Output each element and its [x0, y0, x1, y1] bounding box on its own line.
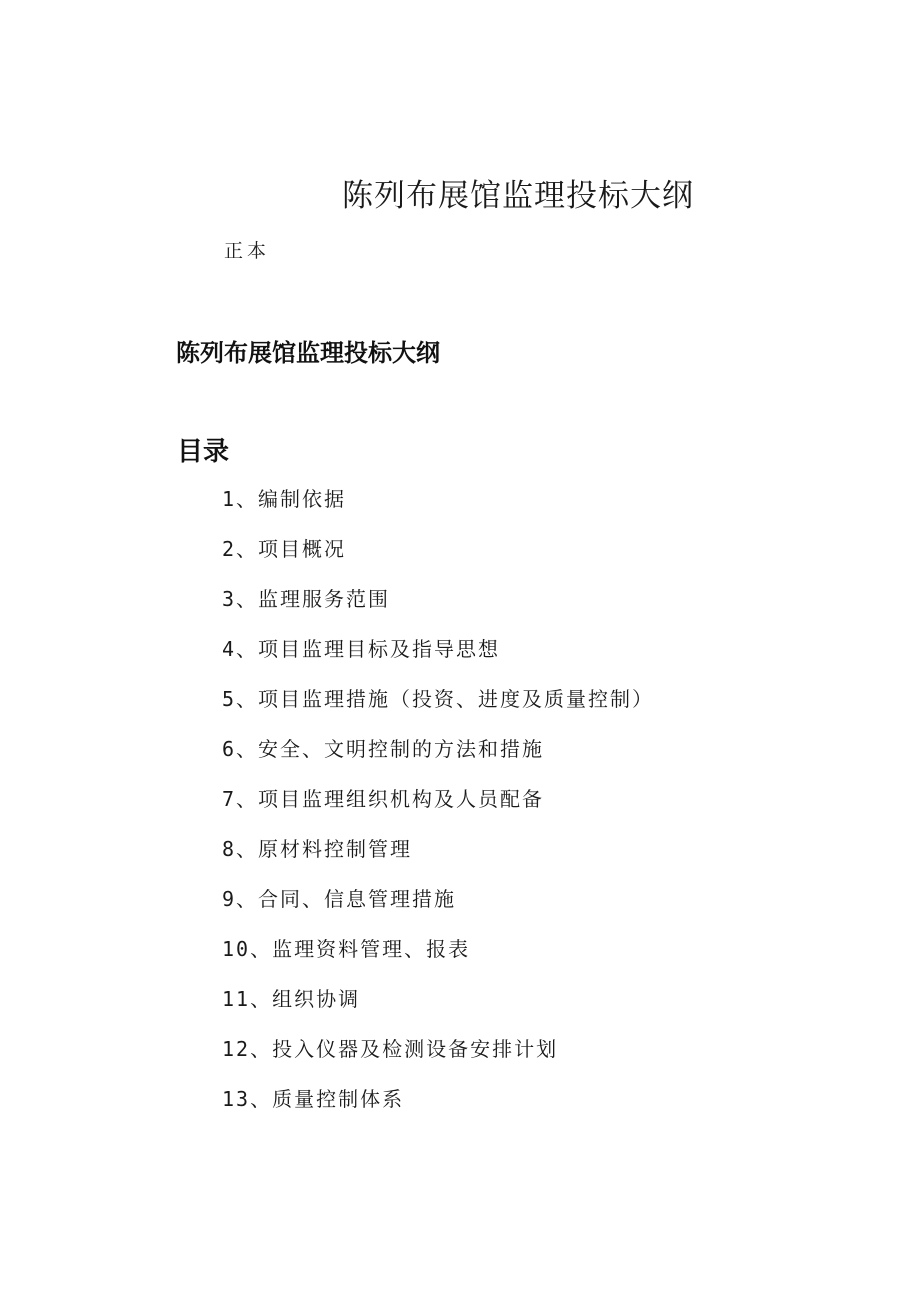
toc-item-1: 1、编制依据: [222, 487, 347, 511]
toc-item-8: 8、原材料控制管理: [222, 837, 413, 861]
toc-item-9: 9、合同、信息管理措施: [222, 887, 457, 911]
edition-label: 正本: [224, 240, 271, 262]
toc-item-2: 2、项目概况: [222, 537, 347, 561]
toc-item-5: 5、项目监理措施（投资、进度及质量控制）: [222, 687, 655, 711]
toc-item-12: 12、投入仪器及检测设备安排计划: [222, 1037, 559, 1061]
toc-item-11: 11、组织协调: [222, 987, 361, 1011]
toc-heading: 目录: [177, 437, 230, 467]
toc-item-10: 10、监理资料管理、报表: [222, 937, 471, 961]
document-title: 陈列布展馆监理投标大纲: [342, 178, 694, 214]
toc-item-7: 7、项目监理组织机构及人员配备: [222, 787, 545, 811]
toc-item-13: 13、质量控制体系: [222, 1087, 405, 1111]
toc-item-4: 4、项目监理目标及指导思想: [222, 637, 501, 661]
toc-item-3: 3、监理服务范围: [222, 587, 391, 611]
section-heading: 陈列布展馆监理投标大纲: [176, 339, 440, 367]
table-of-contents: [222, 485, 654, 1135]
toc-item-6: 6、安全、文明控制的方法和措施: [222, 737, 545, 761]
